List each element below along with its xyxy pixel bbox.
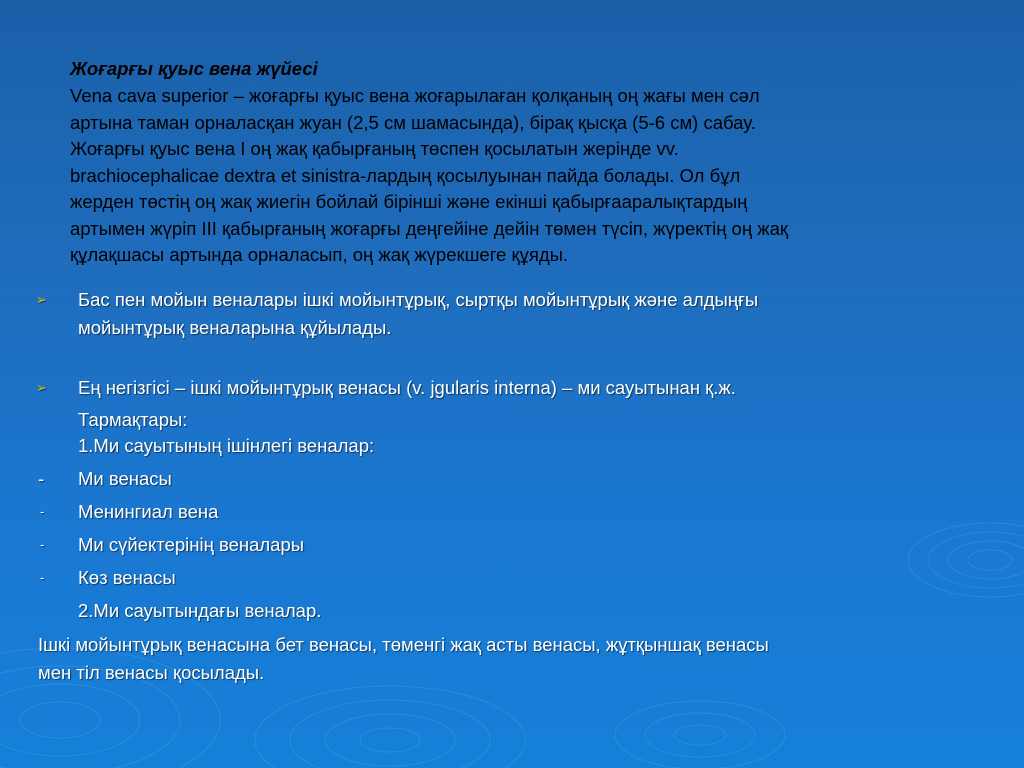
closing-paragraph — [38, 631, 968, 687]
paragraph-line: Жоғарғы қуыс вена I оң жақ қабырғаның төспен қосылатын жерінде vv. — [70, 138, 679, 159]
group2-title: 2.Ми сауытындағы веналар. — [78, 600, 322, 621]
bullet-line: Бас пен мойын веналары ішкі мойынтұрық, сыртқы мойынтұрық және алдыңғы — [78, 289, 759, 310]
ripple-bottom-center — [255, 686, 525, 768]
arrow-bullet-icon: ➢ — [36, 292, 47, 307]
bullet-text — [78, 286, 978, 342]
dash-marker: - — [40, 504, 45, 519]
ripple-bottom-right — [615, 701, 785, 768]
dash-marker: - — [38, 468, 45, 489]
arrow-bullet-icon: ➢ — [36, 380, 47, 395]
bullet-text — [78, 374, 978, 402]
dash-item-text: Ми сүйектерінің веналары — [78, 534, 305, 555]
slide-heading: Жоғарғы қуыс вена жүйесі — [70, 58, 318, 79]
dash-item-text: Көз венасы — [78, 567, 176, 588]
dash-item-text: Менингиал вена — [78, 501, 219, 522]
paragraph-line: brachiocephalicae dextra et sinistra-лардың қосылуынан пайда болады. Ол бұл — [70, 164, 741, 186]
paragraph-line: құлақшасы артында орналасып, оң жақ жүрекшеге құяды. — [70, 244, 569, 265]
intro-paragraph — [70, 83, 970, 269]
paragraph-line: артына таман орналасқан жуан (2,5 см шамасында), бірақ қысқа (5-6 см) сабау. — [70, 111, 756, 133]
closing-line: Ішкі мойынтұрық венасына бет венасы, төменгі жақ асты венасы, жұтқыншақ венасы — [38, 634, 769, 655]
paragraph-line: артымен жүріп III қабырғаның жоғарғы деңгейіне дейін төмен түсіп, жүректің оң жақ — [70, 217, 788, 239]
paragraph-line: Vena cava superior – жоғарғы қуыс вена жоғарылаған қолқаның оң жағы мен сәл — [70, 85, 760, 106]
dash-item-text: Ми венасы — [78, 468, 172, 489]
closing-line: мен тіл венасы қосылады. — [38, 662, 265, 683]
bullet-line: Ең негізгісі – ішкі мойынтұрық венасы (v. jgularis interna) – ми сауытынан қ.ж. — [78, 377, 736, 398]
dash-marker: - — [40, 537, 45, 552]
paragraph-line: жерден төстің оң жақ жиегін бойлай бірінші және екінші қабырғааралықтардың — [70, 191, 748, 212]
group1-title: 1.Ми сауытының ішінлегі веналар: — [78, 435, 375, 456]
bullet-line: мойынтұрық веналарына құйылады. — [78, 317, 392, 338]
branches-label: Тармақтары: — [78, 409, 188, 430]
dash-marker: - — [40, 570, 45, 585]
